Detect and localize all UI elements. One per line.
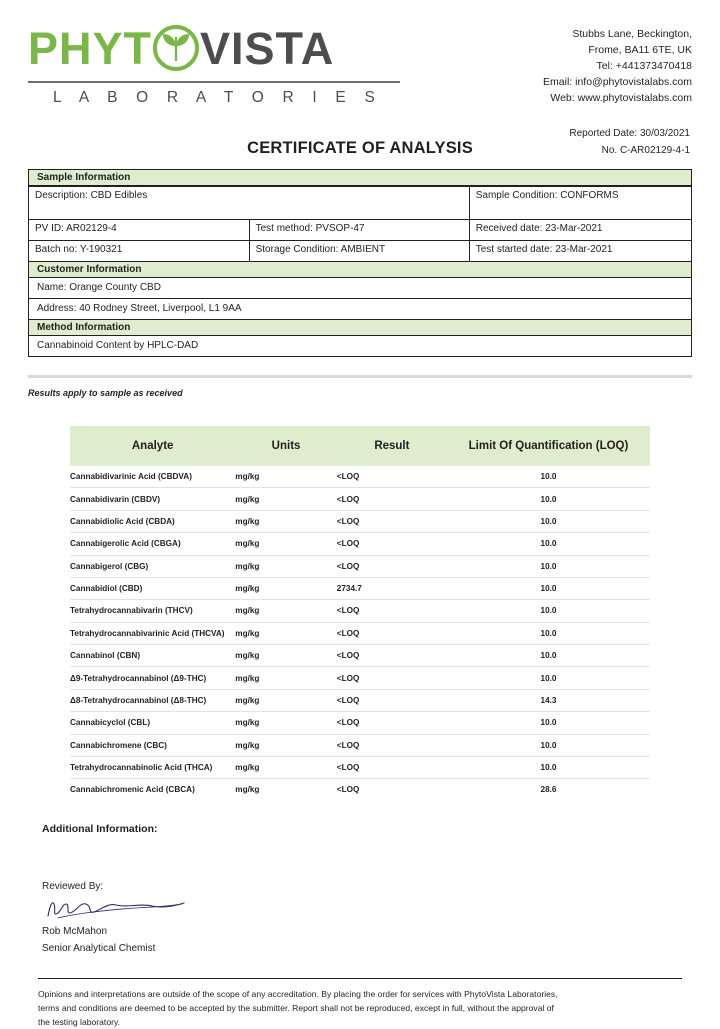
cell-result: <LOQ (337, 466, 447, 488)
cell-units: mg/kg (235, 533, 337, 555)
customer-name: Name: Orange County CBD (29, 278, 691, 299)
cell-loq: 10.0 (447, 734, 650, 756)
sample-information-block (28, 169, 692, 262)
cell-units: mg/kg (235, 689, 337, 711)
reviewer-role: Senior Analytical Chemist (42, 942, 156, 954)
sample-condition: Sample Condition: CONFORMS (469, 187, 691, 220)
handwritten-signature (44, 894, 678, 922)
contact-block (543, 22, 692, 106)
cell-units: mg/kg (235, 667, 337, 689)
cell-loq: 10.0 (447, 712, 650, 734)
additional-information-label: Additional Information: (42, 822, 158, 835)
footer-line-3: the testing laboratory. (38, 1016, 121, 1027)
cell-analyte: Δ8-Tetrahydrocannabinol (Δ8-THC) (70, 689, 235, 711)
cell-units: mg/kg (235, 488, 337, 510)
cell-result: <LOQ (337, 689, 447, 711)
brand-wordmark (28, 22, 400, 74)
test-method: Test method: PVSOP-47 (249, 220, 469, 241)
cell-result: <LOQ (337, 712, 447, 734)
cell-analyte: Cannabidivarinic Acid (CBDVA) (70, 466, 235, 488)
cell-loq: 10.0 (447, 667, 650, 689)
sample-information-heading: Sample Information (29, 170, 691, 186)
cell-result: <LOQ (337, 622, 447, 644)
reviewed-by-label: Reviewed By: (42, 880, 104, 892)
table-row (70, 555, 650, 577)
report-number: No. C-AR02129-4-1 (601, 145, 690, 156)
cell-units: mg/kg (235, 577, 337, 599)
cell-analyte: Tetrahydrocannabinolic Acid (THCA) (70, 756, 235, 778)
contact-address-line2: Frome, BA11 6TE, UK (588, 44, 692, 56)
brand-logo (28, 22, 400, 107)
cell-loq: 10.0 (447, 645, 650, 667)
cell-result: 2734.7 (337, 577, 447, 599)
cell-loq: 10.0 (447, 600, 650, 622)
cell-loq: 10.0 (447, 488, 650, 510)
page-title: CERTIFICATE OF ANALYSIS (247, 139, 473, 157)
cell-analyte: Cannabidivarin (CBDV) (70, 488, 235, 510)
footer-divider (38, 978, 682, 979)
cell-analyte: Cannabichromene (CBC) (70, 734, 235, 756)
table-row (70, 600, 650, 622)
footer-line-2: terms and conditions are deemed to be accepted by the submitter. Report shall not be reproduced, except in full, without the approval of (38, 1002, 554, 1013)
cell-loq: 10.0 (447, 510, 650, 532)
table-row (70, 645, 650, 667)
brand-name-part2: VISTA (200, 22, 335, 74)
cell-units: mg/kg (235, 622, 337, 644)
cell-analyte: Tetrahydrocannabivarinic Acid (THCVA) (70, 622, 235, 644)
cell-units: mg/kg (235, 645, 337, 667)
cell-result: <LOQ (337, 488, 447, 510)
pv-id: PV ID: AR02129-4 (29, 220, 249, 241)
cell-units: mg/kg (235, 756, 337, 778)
cell-result: <LOQ (336, 785, 360, 795)
cell-analyte: Cannabidiol (CBD) (70, 577, 235, 599)
cell-result: <LOQ (337, 756, 447, 778)
section-divider (28, 375, 692, 378)
cell-loq: 28.6 (540, 785, 557, 795)
cell-units: mg/kg (235, 510, 337, 532)
table-row (29, 241, 691, 262)
cell-loq: 10.0 (447, 533, 650, 555)
cell-result: <LOQ (337, 645, 447, 667)
column-header-units: Units (235, 426, 337, 466)
results-table-wrapper (70, 426, 650, 801)
cell-units: mg/kg (235, 600, 337, 622)
table-row (70, 533, 650, 555)
customer-information-heading: Customer Information (29, 262, 691, 278)
table-row (70, 488, 650, 510)
method-information-heading: Method Information (29, 320, 691, 336)
table-row (29, 220, 691, 241)
cell-result: <LOQ (337, 667, 447, 689)
table-row (70, 779, 650, 801)
reviewer-name: Rob McMahon (42, 925, 108, 937)
table-header-row (70, 426, 650, 466)
batch-no: Batch no: Y-190321 (29, 241, 249, 262)
cell-loq: 10.0 (447, 622, 650, 644)
customer-address: Address: 40 Rodney Street, Liverpool, L1 9AA (37, 303, 242, 314)
method-information-block (28, 320, 692, 357)
footer-line-1: Opinions and interpretations are outside of the scope of any accreditation. By placing the order for services with PhytoVista Laboratories, (38, 988, 558, 999)
brand-name-part1: PHYT (28, 22, 153, 74)
results-table-body (70, 466, 650, 801)
contact-website: Web: www.phytovistalabs.com (550, 92, 692, 104)
cell-loq: 10.0 (447, 577, 650, 599)
results-table (70, 426, 650, 801)
table-row (29, 187, 691, 220)
table-row (70, 689, 650, 711)
column-header-analyte: Analyte (70, 426, 235, 466)
cell-analyte: Cannabinol (CBN) (70, 645, 235, 667)
footer-disclaimer (38, 987, 682, 1029)
cell-result: <LOQ (337, 510, 447, 532)
column-header-result: Result (337, 426, 447, 466)
table-row (70, 756, 650, 778)
cell-analyte: Cannabichromenic Acid (CBCA) (70, 785, 195, 795)
cell-units: mg/kg (235, 555, 337, 577)
title-row (28, 125, 692, 169)
cell-loq: 10.0 (447, 555, 650, 577)
table-row (70, 734, 650, 756)
table-row (70, 466, 650, 488)
cell-analyte: Cannabigerolic Acid (CBGA) (70, 533, 235, 555)
table-row (70, 667, 650, 689)
cell-result: <LOQ (337, 734, 447, 756)
cell-result: <LOQ (337, 600, 447, 622)
customer-information-block (28, 262, 692, 320)
sample-information-table (29, 186, 691, 261)
column-header-loq: Limit Of Quantification (LOQ) (447, 426, 650, 466)
storage-condition: Storage Condition: AMBIENT (249, 241, 469, 262)
cell-units: mg/kg (235, 712, 337, 734)
cell-units: mg/kg (235, 785, 260, 795)
results-note: Results apply to sample as received (28, 388, 183, 398)
table-row (70, 712, 650, 734)
cell-analyte: Cannabidiolic Acid (CBDA) (70, 510, 235, 532)
cell-loq: 10.0 (447, 466, 650, 488)
table-row (70, 577, 650, 599)
cell-result: <LOQ (337, 555, 447, 577)
method-description: Cannabinoid Content by HPLC-DAD (37, 340, 199, 351)
cell-loq: 10.0 (447, 756, 650, 778)
table-row (70, 510, 650, 532)
cell-analyte: Cannabicyclol (CBL) (70, 712, 235, 734)
cell-units: mg/kg (235, 734, 337, 756)
cell-analyte: Tetrahydrocannabivarin (THCV) (70, 600, 235, 622)
cell-analyte: Cannabigerol (CBG) (70, 555, 235, 577)
document-header (28, 22, 692, 107)
reported-date: Reported Date: 30/03/2021 (569, 128, 690, 139)
cell-units: mg/kg (235, 466, 337, 488)
contact-phone: Tel: +441373470418 (596, 60, 692, 72)
leaf-icon (153, 22, 199, 74)
contact-address-line1: Stubbs Lane, Beckington, (572, 28, 692, 40)
table-row (70, 622, 650, 644)
test-started-date: Test started date: 23-Mar-2021 (469, 241, 691, 262)
brand-subtitle: L A B O R A T O R I E S (52, 89, 382, 106)
cell-loq: 14.3 (447, 689, 650, 711)
cell-analyte: Δ9-Tetrahydrocannabinol (Δ9-THC) (70, 667, 235, 689)
cell-result: <LOQ (337, 533, 447, 555)
contact-email: Email: info@phytovistalabs.com (543, 76, 692, 88)
sample-description: Description: CBD Edibles (29, 187, 469, 220)
received-date: Received date: 23-Mar-2021 (469, 220, 691, 241)
